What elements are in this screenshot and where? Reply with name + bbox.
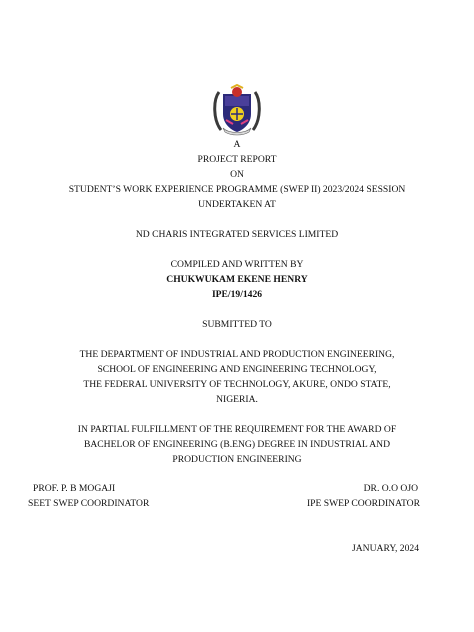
submitted-line: THE FEDERAL UNIVERSITY OF TECHNOLOGY, AKURE, ONDO STATE, bbox=[83, 379, 391, 390]
right-signatory-name: DR. O.O OJO bbox=[363, 483, 418, 494]
left-signatory-role: SEET SWEP COORDINATOR bbox=[28, 498, 150, 509]
compiled-label: COMPILED AND WRITTEN BY bbox=[170, 259, 304, 270]
submitted-line: SCHOOL OF ENGINEERING AND ENGINEERING TECHNOLOGY, bbox=[97, 364, 377, 375]
submitted-line: NIGERIA. bbox=[216, 394, 258, 405]
heading-on: ON bbox=[230, 169, 244, 180]
university-crest-icon bbox=[209, 84, 265, 138]
left-signatory-name: PROF. P. B MOGAJI bbox=[33, 483, 116, 494]
author-matric: IPE/19/1426 bbox=[211, 289, 263, 300]
right-signatory-role: IPE SWEP COORDINATOR bbox=[306, 498, 420, 509]
report-date: JANUARY, 2024 bbox=[352, 543, 419, 554]
heading-a: A bbox=[233, 139, 241, 150]
heading-undertaken: UNDERTAKEN AT bbox=[198, 199, 276, 210]
submitted-line: THE DEPARTMENT OF INDUSTRIAL AND PRODUCTION ENGINEERING, bbox=[79, 349, 395, 360]
fulfillment-line: PRODUCTION ENGINEERING bbox=[172, 454, 302, 465]
submitted-label: SUBMITTED TO bbox=[202, 319, 272, 330]
author-name: CHUKWUKAM EKENE HENRY bbox=[166, 274, 308, 285]
fulfillment-line: IN PARTIAL FULFILLMENT OF THE REQUIREMENT FOR THE AWARD OF bbox=[77, 424, 397, 435]
heading-programme: STUDENT’S WORK EXPERIENCE PROGRAMME (SWEP II) 2023/2024 SESSION bbox=[68, 184, 406, 195]
fulfillment-line: BACHELOR OF ENGINEERING (B.ENG) DEGREE IN INDUSTRIAL AND bbox=[83, 439, 391, 450]
company-name: ND CHARIS INTEGRATED SERVICES LIMITED bbox=[135, 229, 339, 240]
heading-project-report: PROJECT REPORT bbox=[197, 154, 277, 165]
